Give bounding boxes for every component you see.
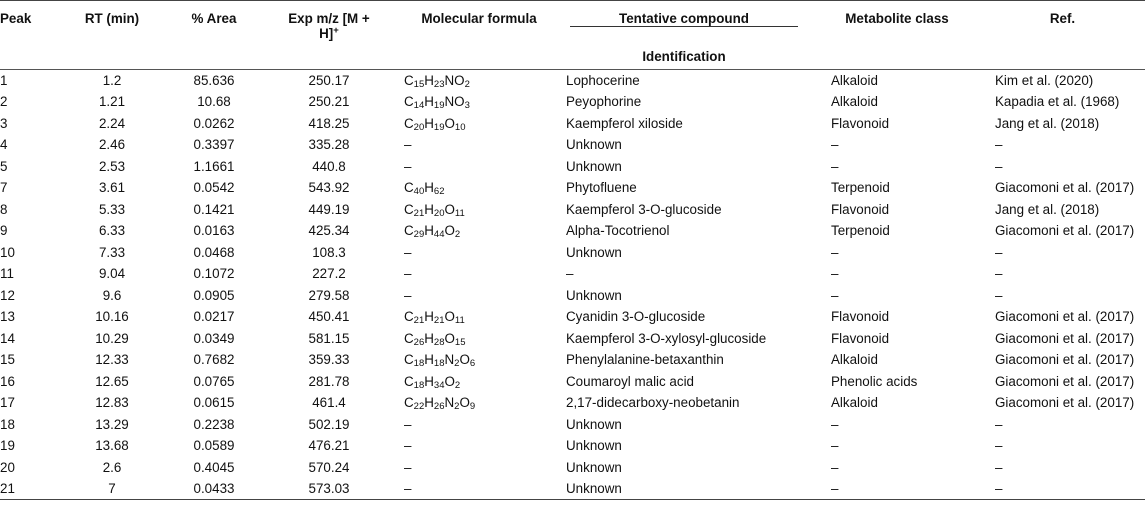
table-row bbox=[0, 285, 1145, 307]
cell-class: Flavonoid bbox=[831, 309, 890, 325]
cell-compound: Unknown bbox=[566, 459, 622, 475]
formula-subscript: 14 bbox=[413, 100, 425, 112]
cell-compound: Unknown bbox=[566, 137, 622, 153]
header-ref: Ref. bbox=[980, 1, 1145, 70]
cell-peak: 4 bbox=[0, 137, 8, 153]
formula-element: C bbox=[404, 94, 414, 110]
cell-class: Terpenoid bbox=[831, 223, 890, 239]
cell-rt: 7 bbox=[60, 478, 164, 500]
formula-element: H bbox=[424, 330, 434, 346]
cell-ref: – bbox=[995, 287, 1003, 303]
formula-subscript: 18 bbox=[413, 358, 425, 370]
formula-element: C bbox=[404, 73, 414, 88]
table-row bbox=[0, 392, 1145, 414]
header-formula: Molecular formula bbox=[394, 1, 564, 70]
formula-element: O bbox=[459, 352, 470, 368]
cell-mz: 581.15 bbox=[308, 330, 350, 346]
cell-formula bbox=[394, 478, 564, 500]
cell-mz: 476.21 bbox=[308, 438, 350, 454]
formula-element: C bbox=[404, 352, 414, 368]
cell-formula bbox=[394, 414, 564, 436]
cell-compound: Unknown bbox=[566, 438, 622, 454]
cell-formula bbox=[394, 70, 564, 92]
formula-subscript: 20 bbox=[433, 207, 445, 219]
cell-rt: 10.29 bbox=[95, 330, 129, 346]
cell-ref: Kapadia et al. (1968) bbox=[995, 94, 1120, 110]
cell-formula bbox=[394, 156, 564, 178]
formula-element: H bbox=[424, 223, 434, 239]
formula-element: H bbox=[424, 352, 434, 368]
header-mz-line1: Exp m/z [M + bbox=[288, 11, 370, 26]
cell-mz: 250.17 bbox=[308, 73, 350, 88]
cell-mz: 425.34 bbox=[308, 223, 350, 239]
formula-subscript: 21 bbox=[413, 315, 425, 327]
table-row bbox=[0, 349, 1145, 371]
table-row bbox=[0, 371, 1145, 393]
cell-ref: – bbox=[995, 438, 1003, 454]
formula-element: H bbox=[424, 201, 434, 217]
table-row bbox=[0, 113, 1145, 135]
header-compound-top bbox=[564, 1, 814, 44]
cell-formula bbox=[394, 91, 564, 113]
cell-mz: 335.28 bbox=[308, 137, 350, 153]
header-mz-line2: H] bbox=[319, 26, 334, 41]
cell-ref: Jang et al. (2018) bbox=[995, 201, 1100, 217]
cell-area: 85.636 bbox=[193, 73, 235, 88]
cell-area: 0.1072 bbox=[193, 266, 235, 282]
formula-subscript: 22 bbox=[413, 401, 425, 413]
cell-rt: 1.21 bbox=[98, 94, 126, 110]
formula-element: C bbox=[404, 180, 414, 196]
cell-mz: 440.8 bbox=[312, 158, 346, 174]
cell-compound: Lophocerine bbox=[566, 73, 640, 88]
cell-peak: 12 bbox=[0, 287, 15, 303]
cell-mz: 461.4 bbox=[312, 395, 346, 411]
cell-ref: – bbox=[995, 416, 1003, 432]
formula-element: – bbox=[404, 244, 412, 260]
formula-subscript: 29 bbox=[413, 229, 425, 241]
cell-rt: 6.33 bbox=[98, 223, 126, 239]
formula-element: H bbox=[424, 94, 434, 110]
cell-mz: 418.25 bbox=[308, 115, 350, 131]
formula-element: N bbox=[444, 352, 455, 368]
cell-mz: 281.78 bbox=[308, 373, 350, 389]
formula-element: C bbox=[404, 330, 414, 346]
cell-compound: Alpha-Tocotrienol bbox=[566, 223, 670, 239]
cell-peak: 17 bbox=[0, 395, 15, 411]
cell-area: 0.0433 bbox=[164, 478, 264, 500]
cell-area: 0.7682 bbox=[193, 352, 235, 368]
cell-formula bbox=[394, 457, 564, 479]
cell-peak: 3 bbox=[0, 115, 8, 131]
formula-element: C bbox=[404, 201, 414, 217]
cell-class: – bbox=[831, 287, 839, 303]
cell-area: 1.1661 bbox=[193, 158, 235, 174]
cell-compound: Cyanidin 3-O-glucoside bbox=[566, 309, 706, 325]
formula-element: – bbox=[404, 287, 412, 303]
formula-subscript: 11 bbox=[454, 207, 465, 219]
cell-class: – bbox=[831, 438, 839, 454]
cell-compound: – bbox=[566, 266, 574, 282]
cell-class: Flavonoid bbox=[831, 115, 890, 131]
header-compound-top-label: Tentative compound bbox=[570, 11, 798, 27]
formula-element: NO bbox=[444, 73, 465, 88]
cell-formula bbox=[394, 328, 564, 350]
formula-element: C bbox=[404, 115, 414, 131]
cell-compound: Phenylalanine-betaxanthin bbox=[566, 352, 724, 368]
cell-area: 0.1421 bbox=[193, 201, 235, 217]
cell-formula bbox=[394, 392, 564, 414]
cell-area: 0.0615 bbox=[193, 395, 235, 411]
cell-peak: 5 bbox=[0, 158, 8, 174]
cell-formula bbox=[394, 306, 564, 328]
cell-rt: 12.83 bbox=[95, 395, 129, 411]
cell-compound: Unknown bbox=[566, 244, 622, 260]
cell-rt: 13.68 bbox=[95, 438, 129, 454]
formula-element: O bbox=[444, 223, 455, 239]
formula-subscript: 2 bbox=[454, 379, 461, 391]
cell-rt: 2.6 bbox=[102, 459, 122, 475]
header-compound-bottom-label: Identification bbox=[642, 48, 726, 64]
cell-peak: 13 bbox=[0, 309, 15, 325]
formula-element: O bbox=[444, 201, 455, 217]
header-rt: RT (min) bbox=[60, 1, 164, 70]
cell-ref: Giacomoni et al. (2017) bbox=[995, 373, 1135, 389]
cell-area: 0.4045 bbox=[193, 459, 235, 475]
formula-subscript: 26 bbox=[433, 401, 445, 413]
formula-element: N bbox=[444, 395, 455, 411]
formula-element: – bbox=[404, 416, 412, 432]
cell-compound: Unknown bbox=[566, 287, 622, 303]
formula-subscript: 18 bbox=[433, 358, 445, 370]
formula-subscript: 9 bbox=[469, 401, 476, 413]
formula-subscript: 10 bbox=[454, 121, 466, 133]
cell-formula bbox=[394, 220, 564, 242]
formula-element: – bbox=[404, 459, 412, 475]
header-peak: Peak bbox=[0, 1, 60, 70]
cell-area: 0.3397 bbox=[193, 137, 235, 153]
cell-area: 0.0542 bbox=[193, 180, 235, 196]
table-row bbox=[0, 435, 1145, 457]
cell-ref: Jang et al. (2018) bbox=[995, 115, 1100, 131]
cell-formula bbox=[394, 285, 564, 307]
cell-mz: 502.19 bbox=[308, 416, 350, 432]
cell-peak: 21 bbox=[0, 478, 60, 500]
table-body bbox=[0, 70, 1145, 500]
cell-compound: Kaempferol xiloside bbox=[566, 115, 683, 131]
formula-element: O bbox=[444, 373, 455, 389]
cell-ref: Kim et al. (2020) bbox=[995, 73, 1094, 88]
cell-mz: 227.2 bbox=[312, 266, 346, 282]
cell-peak: 7 bbox=[0, 180, 8, 196]
cell-class: – bbox=[831, 459, 839, 475]
cell-rt: 2.53 bbox=[98, 158, 126, 174]
formula-element: O bbox=[459, 395, 470, 411]
cell-peak: 18 bbox=[0, 416, 15, 432]
cell-peak: 16 bbox=[0, 373, 15, 389]
formula-element: H bbox=[424, 180, 434, 196]
cell-class: – bbox=[831, 137, 839, 153]
cell-formula bbox=[394, 349, 564, 371]
formula-element: C bbox=[404, 309, 414, 325]
cell-class: Flavonoid bbox=[831, 201, 890, 217]
table-row bbox=[0, 478, 1145, 500]
cell-compound: Unknown bbox=[564, 478, 814, 500]
cell-area: 0.0589 bbox=[193, 438, 235, 454]
cell-class: Alkaloid bbox=[831, 94, 878, 110]
header-area: % Area bbox=[164, 1, 264, 70]
formula-subscript: 2 bbox=[464, 79, 470, 90]
table-row bbox=[0, 177, 1145, 199]
cell-class: Flavonoid bbox=[831, 330, 890, 346]
cell-peak: 11 bbox=[0, 266, 14, 282]
formula-subscript: 44 bbox=[433, 229, 445, 241]
cell-compound: Coumaroyl malic acid bbox=[566, 373, 694, 389]
formula-subscript: 19 bbox=[433, 121, 445, 133]
cell-class: Alkaloid bbox=[831, 395, 878, 411]
cell-rt: 3.61 bbox=[98, 180, 126, 196]
cell-peak: 1 bbox=[0, 73, 8, 88]
cell-mz: 250.21 bbox=[308, 94, 350, 110]
formula-subscript: 20 bbox=[413, 121, 425, 133]
cell-ref: Giacomoni et al. (2017) bbox=[995, 395, 1135, 411]
cell-ref: Giacomoni et al. (2017) bbox=[995, 180, 1135, 196]
formula-element: C bbox=[404, 395, 414, 411]
cell-class: – bbox=[831, 416, 839, 432]
formula-element: – bbox=[404, 266, 412, 282]
cell-peak: 8 bbox=[0, 201, 8, 217]
table-row bbox=[0, 70, 1145, 92]
table-row bbox=[0, 306, 1145, 328]
formula-subscript: 26 bbox=[413, 336, 425, 348]
table-row bbox=[0, 91, 1145, 113]
cell-mz: 108.3 bbox=[312, 244, 346, 260]
cell-compound: Unknown bbox=[566, 158, 622, 174]
header-mz bbox=[264, 1, 394, 70]
formula-subscript: 18 bbox=[413, 379, 425, 391]
cell-compound: Kaempferol 3-O-glucoside bbox=[566, 201, 722, 217]
cell-ref: Giacomoni et al. (2017) bbox=[995, 330, 1135, 346]
formula-element: – bbox=[404, 481, 412, 496]
table-row bbox=[0, 220, 1145, 242]
cell-class: – bbox=[814, 478, 980, 500]
cell-rt: 10.16 bbox=[95, 309, 129, 325]
cell-compound: Phytofluene bbox=[566, 180, 637, 196]
cell-formula bbox=[394, 263, 564, 285]
formula-subscript: 62 bbox=[433, 186, 445, 198]
cell-area: 0.0468 bbox=[193, 244, 235, 260]
cell-area: 0.0905 bbox=[193, 287, 235, 303]
formula-element: H bbox=[424, 395, 434, 411]
cell-ref: Giacomoni et al. (2017) bbox=[995, 309, 1135, 325]
cell-formula bbox=[394, 435, 564, 457]
cell-compound: 2,17-didecarboxy-neobetanin bbox=[566, 395, 740, 411]
cell-mz: 450.41 bbox=[308, 309, 350, 325]
formula-subscript: 15 bbox=[413, 79, 425, 90]
cell-formula bbox=[394, 113, 564, 135]
cell-compound: Peyophorine bbox=[566, 94, 642, 110]
cell-peak: 20 bbox=[0, 459, 15, 475]
table-row bbox=[0, 156, 1145, 178]
cell-peak: 9 bbox=[0, 223, 8, 239]
table-row bbox=[0, 134, 1145, 156]
cell-rt: 13.29 bbox=[95, 416, 129, 432]
cell-class: Phenolic acids bbox=[831, 373, 918, 389]
formula-subscript: 21 bbox=[413, 207, 425, 219]
cell-class: Alkaloid bbox=[831, 352, 878, 368]
cell-compound: Unknown bbox=[566, 416, 622, 432]
cell-rt: 2.46 bbox=[98, 137, 126, 153]
formula-element: H bbox=[424, 73, 434, 88]
cell-ref: – bbox=[995, 244, 1003, 260]
formula-element: – bbox=[404, 137, 412, 153]
formula-element: O bbox=[444, 115, 455, 131]
formula-element: C bbox=[404, 223, 414, 239]
header-row bbox=[0, 1, 1145, 44]
cell-area: 0.0765 bbox=[193, 373, 235, 389]
formula-element: O bbox=[444, 309, 455, 325]
cell-mz: 573.03 bbox=[264, 478, 394, 500]
formula-subscript: 2 bbox=[454, 401, 460, 413]
formula-subscript: 19 bbox=[433, 100, 445, 112]
cell-ref: Giacomoni et al. (2017) bbox=[995, 223, 1135, 239]
cell-area: 0.0217 bbox=[193, 309, 235, 325]
formula-element: C bbox=[404, 373, 414, 389]
formula-element: – bbox=[404, 158, 412, 174]
formula-element: H bbox=[424, 373, 434, 389]
cell-ref: – bbox=[980, 478, 1145, 500]
formula-subscript: 23 bbox=[433, 79, 445, 90]
formula-subscript: 34 bbox=[433, 379, 445, 391]
table-row bbox=[0, 242, 1145, 264]
formula-subscript: 6 bbox=[469, 358, 476, 370]
cell-rt: 12.33 bbox=[95, 352, 129, 368]
cell-formula bbox=[394, 134, 564, 156]
cell-area: 10.68 bbox=[197, 94, 231, 110]
cell-formula bbox=[394, 199, 564, 221]
cell-formula bbox=[394, 371, 564, 393]
cell-rt: 5.33 bbox=[98, 201, 126, 217]
header-class: Metabolite class bbox=[814, 1, 980, 70]
cell-class: – bbox=[831, 244, 839, 260]
formula-subscript: 40 bbox=[413, 186, 425, 198]
cell-rt: 2.24 bbox=[98, 115, 126, 131]
table-row bbox=[0, 414, 1145, 436]
cell-mz: 570.24 bbox=[308, 459, 350, 475]
cell-area: 0.2238 bbox=[193, 416, 235, 432]
cell-peak: 2 bbox=[0, 94, 8, 110]
cell-area: 0.0262 bbox=[193, 115, 235, 131]
cell-ref: – bbox=[995, 266, 1003, 282]
cell-peak: 10 bbox=[0, 244, 15, 260]
formula-element: O bbox=[444, 330, 455, 346]
formula-element: H bbox=[424, 309, 434, 325]
formula-subscript: 21 bbox=[433, 315, 445, 327]
formula-element: – bbox=[404, 438, 412, 454]
cell-rt: 1.2 bbox=[102, 73, 122, 88]
formula-subscript: 28 bbox=[433, 336, 445, 348]
cell-mz: 359.33 bbox=[308, 352, 350, 368]
cell-rt: 7.33 bbox=[98, 244, 126, 260]
formula-subscript: 2 bbox=[454, 358, 460, 370]
cell-ref: – bbox=[995, 459, 1003, 475]
table-row bbox=[0, 328, 1145, 350]
cell-rt: 12.65 bbox=[95, 373, 129, 389]
cell-ref: – bbox=[995, 137, 1003, 153]
cell-compound: Kaempferol 3-O-xylosyl-glucoside bbox=[566, 330, 767, 346]
cell-class: Alkaloid bbox=[831, 73, 878, 88]
cell-ref: Giacomoni et al. (2017) bbox=[995, 352, 1135, 368]
formula-element: H bbox=[424, 115, 434, 131]
formula-subscript: 2 bbox=[454, 229, 461, 241]
header-mz-sup: + bbox=[333, 25, 339, 36]
cell-peak: 15 bbox=[0, 352, 15, 368]
cell-mz: 279.58 bbox=[308, 287, 350, 303]
cell-rt: 9.6 bbox=[102, 287, 122, 303]
header-compound-bottom bbox=[564, 43, 814, 70]
table-row bbox=[0, 263, 1145, 285]
formula-subscript: 11 bbox=[454, 315, 465, 327]
cell-formula bbox=[394, 242, 564, 264]
cell-peak: 19 bbox=[0, 438, 15, 454]
cell-mz: 543.92 bbox=[308, 180, 350, 196]
cell-mz: 449.19 bbox=[308, 201, 350, 217]
cell-class: – bbox=[831, 158, 839, 174]
cell-rt: 9.04 bbox=[98, 266, 126, 282]
formula-subscript: 15 bbox=[454, 336, 466, 348]
cell-area: 0.0163 bbox=[193, 223, 235, 239]
cell-area: 0.0349 bbox=[193, 330, 235, 346]
table-row bbox=[0, 457, 1145, 479]
formula-element: NO bbox=[444, 94, 465, 110]
cell-formula bbox=[394, 177, 564, 199]
cell-peak: 14 bbox=[0, 330, 15, 346]
formula-subscript: 3 bbox=[464, 100, 470, 112]
cell-ref: – bbox=[995, 158, 1003, 174]
cell-class: Terpenoid bbox=[831, 180, 890, 196]
table-row bbox=[0, 199, 1145, 221]
cell-class: – bbox=[831, 266, 839, 282]
